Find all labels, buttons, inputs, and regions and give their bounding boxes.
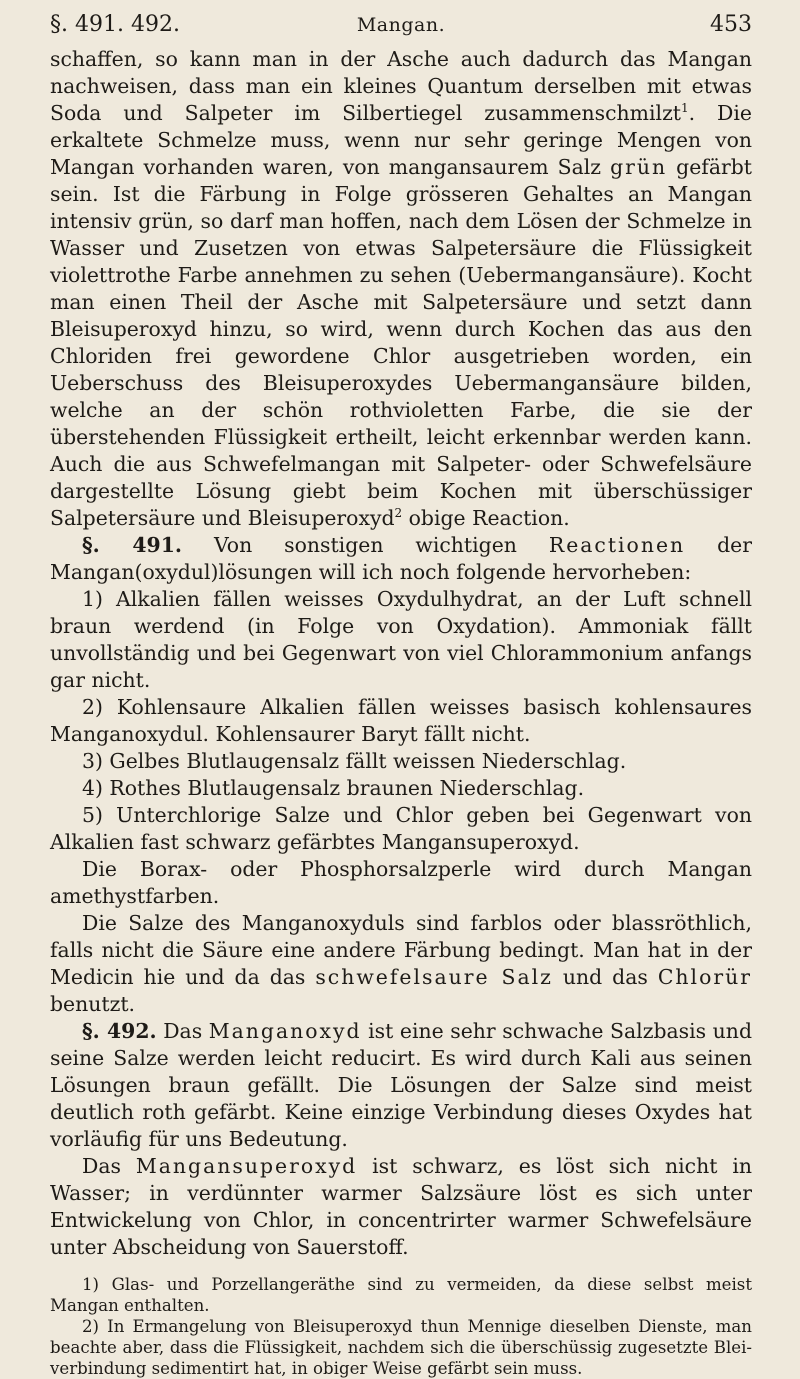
- footnotes: [50, 1274, 752, 1379]
- spaced-term: Reactionen: [548, 533, 686, 557]
- list-item: 2) Kohlensaure Alkalien fällen weisses basisch kohlensaures Manganoxydul. Kohlensaurer Baryt fällt nicht.: [50, 695, 752, 746]
- list-item: 5) Unterchlorige Salze und Chlor geben bei Gegenwart von Alkalien fast schwarz gefärbtes Mangansuperoxyd.: [50, 803, 752, 854]
- section-reference: §. 491. 492.: [50, 12, 180, 37]
- list-item: 1) Alkalien fällen weisses Oxydulhydrat, an der Luft schnell braun werdend (in Folge von Oxydation). Ammoniak fällt unvollständig und bei Gegenwart von viel Chlorammonium anfangs gar nicht.: [50, 587, 752, 692]
- spaced-term: Chlorür: [657, 965, 752, 989]
- section-number: §. 492.: [82, 1019, 157, 1043]
- list-item: 4) Rothes Blutlaugensalz braunen Niederschlag.: [82, 776, 585, 800]
- paragraph-continuation: schaffen, so kann man in der Asche auch dadurch das Mangan nachweisen, dass man ein kleines Quantum derselben mit etwas Soda und Salpeter im Silbertiegel zusammenschmilzt$^1$. Die erkaltete Schmelze muss, wenn nur sehr geringe Mengen von Mangan vorhanden waren, von mangansaurem Salz grün gefärbt sein. Ist die Färbung in Folge grösseren Gehaltes an Mangan intensiv grün, so darf man hoffen, nach dem Lösen der Schmelze in Wasser und Zusetzen von etwas Salpetersäure die Flüssigkeit violettrothe Farbe annehmen zu sehen (Uebermangansäure). Kocht man einen Theil der Asche mit Salpetersäure und setzt dann Bleisuperoxyd hinzu, so wird, wenn durch Kochen das aus den Chloriden frei gewordene Chlor ausgetrieben worden, ein Ueberschuss des Bleisuperoxydes Uebermangansäure bilden, welche an der schön rothvioletten Farbe, die sie der überstehenden Flüssigkeit ertheilt, leicht erkennbar werden kann. Auch die aus Schwefelmangan mit Salpeter- oder Schwefelsäure dargestellte Lösung giebt beim Kochen mit überschüssiger Salpetersäure und Bleisuperoxyd$^2$ obige Reaction.: [50, 47, 752, 530]
- footnote-mark: 1): [82, 1275, 100, 1294]
- spaced-term: Manganoxyd: [208, 1019, 362, 1043]
- footnote-divider: [50, 1269, 752, 1270]
- paragraph-salze: Die Salze des Manganoxyduls sind farblos oder blassröthlich, falls nicht die Säure eine andere Färbung bedingt. Man hat in der Medicin hie und da das schwefelsaure Salz und das Chlorür benutzt.: [50, 911, 752, 1016]
- footnote-ref-2[interactable]: 2: [394, 506, 403, 521]
- spaced-term: grün: [610, 155, 668, 179]
- paragraph-superoxyd: Das Mangansuperoxyd ist schwarz, es löst sich nicht in Wasser; in verdünnter warmer Salzsäure löst es sich unter Entwickelung von Chlor, in concentrirter warmer Schwefelsäure unter Abscheidung von Sauerstoff.: [50, 1154, 752, 1259]
- footnote-1: 1) Glas- und Porzellangeräthe sind zu vermeiden, da diese selbst meist Mangan enthalten.: [50, 1275, 752, 1315]
- paragraph-borax: Die Borax- oder Phosphorsalzperle wird durch Mangan amethystfarben.: [50, 857, 752, 908]
- running-title: Mangan.: [356, 14, 446, 36]
- footnote-mark: 2): [82, 1317, 100, 1336]
- section-number: §. 491.: [82, 533, 182, 557]
- running-head: [50, 8, 752, 46]
- page-number: 453: [710, 12, 752, 37]
- spaced-term: schwefelsaure Salz: [315, 965, 553, 989]
- spaced-term: Mangansuperoxyd: [135, 1154, 358, 1178]
- list-item: 3) Gelbes Blutlaugensalz fällt weissen Niederschlag.: [82, 749, 627, 773]
- section-492: §. 492. Das Manganoxyd ist eine sehr schwache Salzbasis und seine Salze werden leicht reducirt. Es wird durch Kali aus seinen Lösungen braun gefällt. Die Lösungen der Salze sind meist deutlich roth gefärbt. Keine einzige Verbindung dieses Oxydes hat vorläufig für uns Bedeutung.: [50, 1019, 752, 1151]
- main-text: [50, 46, 752, 1261]
- section-491-intro: §. 491. Von sonstigen wichtigen Reactionen der Mangan(oxydul)lösungen will ich noch folgende hervorheben:: [50, 533, 752, 584]
- footnote-2: 2) In Ermangelung von Bleisuperoxyd thun Mennige dieselben Dienste, man beachte aber, dass die Flüssigkeit, nachdem sich die überschüssig zugesetzte Bleiverbindung sedimentirt hat, in obiger Weise gefärbt sein muss.: [50, 1317, 752, 1378]
- footnote-ref-1[interactable]: 1: [681, 101, 689, 116]
